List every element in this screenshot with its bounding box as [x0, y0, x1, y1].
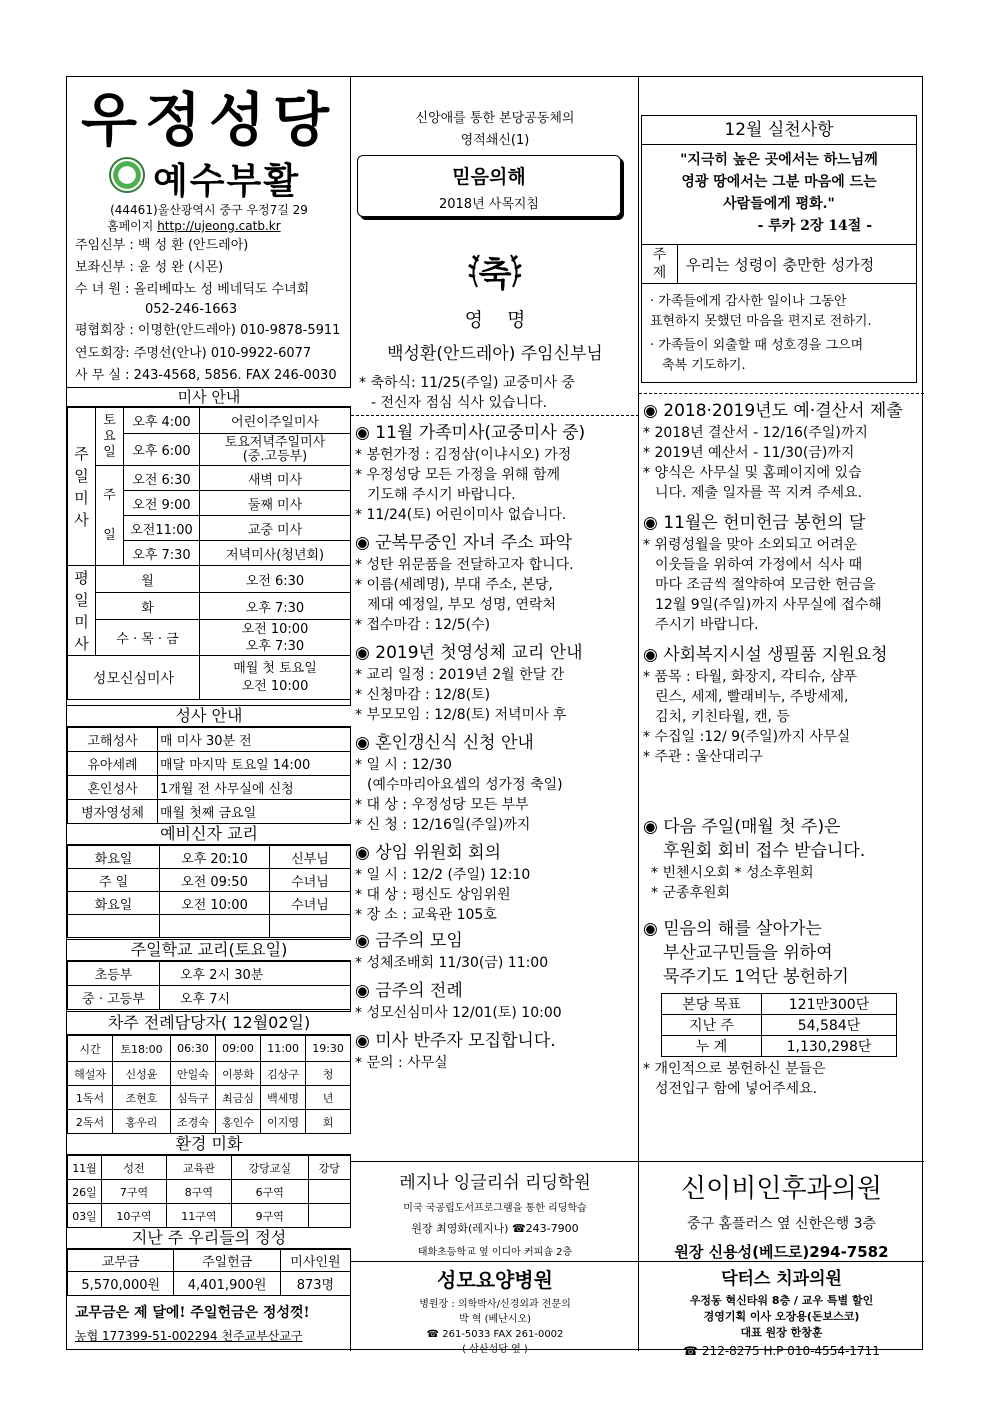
- ad-reading-academy: 레지나 잉글리쉬 리딩학원 미국 국공립도서프로그램을 통한 리딩학습 원장 최영화(레지나) ☎243-7900 태화초등학교 옆 이디아 커피숍 2층: [351, 1161, 639, 1239]
- homepage: 홈페이지 http://ujeong.catb.kr: [107, 219, 281, 233]
- bank-account: 농협 177399-51-002294 천주교부산교구: [75, 1329, 303, 1343]
- ad-dental-clinic: 닥터스 치과의원 우정동 혁신타워 8층 / 교우 특별 할인 경영기획 이사 오장용(돈보스코) 대표 원장 한창훈 ☎ 212-8275 H.P 010-4554-1711: [639, 1261, 924, 1351]
- bullet-icon: ◉: [355, 733, 376, 753]
- pastoral-theme: 신앙애를 통한 본당공동체의: [415, 111, 575, 126]
- address: (44461)울산광역시 중구 우정7길 29: [110, 203, 308, 217]
- table-row: 03일 10구역 11구역 9구역: [68, 1204, 351, 1228]
- announcement-section: ◉ 사회복지시설 생필품 지원요청 * 품목 : 타월, 화장지, 각티슈, 샴푸 린스, 세제, 빨래비누, 주방세제, 김치, 키친타월, 캔, 등 * 수집일 :12/ 9(주일)까지 사무실 * 주관 : 울산대리구: [643, 645, 888, 765]
- table-row: 26일 7구역 8구역 6구역: [68, 1180, 351, 1204]
- catechumen-title: 예비신자 교리: [67, 823, 351, 845]
- liturgy-title: 차주 전례담당자( 12월02일): [67, 1011, 351, 1035]
- feast-notes: * 축하식: 11/25(주일) 교중미사 중 - 전신자 점심 식사 있습니다.: [359, 375, 576, 411]
- practice-theme: 주제 우리는 성령이 충만한 성가정: [642, 244, 916, 284]
- bullet-icon: ◉: [643, 919, 658, 939]
- bullet-icon: ◉: [355, 981, 376, 1001]
- staff-row: 사 무 실 : 243-4568, 5856. FAX 246-0030: [75, 368, 337, 383]
- staff-row: 주임신부 : 백 성 환 (안드레아): [75, 238, 249, 253]
- cleaning-title: 환경 미화: [67, 1133, 351, 1155]
- right-column: [639, 77, 924, 1358]
- feast-title: 영 명: [464, 309, 526, 331]
- staff-row: 보좌신부 : 윤 성 완 (시몬): [75, 260, 224, 275]
- sacraments-table: 고해성사 매 미사 30분 전 유아세례 매달 마지막 토요일 14:00 혼인성사 1개월 전 사무실에 신청 병자영성체 매월 첫째 금요일: [67, 727, 351, 824]
- rosary-section: ◉ 믿음의 해를 살아가는 부산교구민들을 위하여 묵주기도 1억단 봉헌하기: [643, 919, 849, 987]
- announcement-section: ◉ 2019년 첫영성체 교리 안내 * 교리 일정 : 2019년 2월 한달 간 * 신청마감 : 12/8(토) * 부모모임 : 12/8(토) 저녁미사 후: [355, 643, 583, 723]
- catechumen-table: 화요일 오후 20:10 신부님 주 일 오전 09:50 수녀님 화요일 오전 10:00 수녀님: [67, 845, 351, 938]
- bullet-icon: ◉: [643, 645, 664, 665]
- bullet-icon: ◉: [643, 513, 664, 533]
- rosary-note: * 개인적으로 봉헌하신 분들은 성전입구 함에 넣어주세요.: [643, 1061, 826, 1097]
- ad-ent-clinic: 신이비인후과의원 중구 홈플러스 옆 신한은행 3층 원장 신용성(베드로)294-7582: [639, 1161, 924, 1261]
- offering-title: 지난 주 우리들의 정성: [67, 1227, 351, 1249]
- year-subtitle: 2018년 사목지침: [438, 197, 539, 212]
- table-row: 1독서 조현호 심득구 최금심 백세명 년: [68, 1086, 351, 1110]
- parish-title: 우정성당: [80, 86, 338, 154]
- bullet-icon: ◉: [643, 817, 658, 837]
- sunday-label: 주 일 미 사: [68, 408, 96, 566]
- practice-items: · 가족들에게 감사한 일이나 그동안 표현하지 못했던 마음을 편지로 전하기. · 가족들이 외출할 때 성호경을 그으며 축복 기도하기.: [650, 294, 872, 373]
- announcement-section: ◉ 2018·2019년도 예·결산서 제출 * 2018년 결산서 - 12/16(주일)까지 * 2019년 예산서 - 11/30(금)까지 * 양식은 사무실 및 홈페이지에 있습 니다. 제출 일자를 꼭 지켜 주세요.: [643, 401, 903, 501]
- practice-title: 12월 실천사항: [642, 116, 916, 145]
- table-row: 2독서 홍우리 조경숙 홍인수 이지영 회: [68, 1110, 351, 1134]
- offering-slogan: 교무금은 제 달에! 주일헌금은 정성껏!: [75, 1305, 310, 1321]
- right-announcements: [643, 399, 923, 767]
- announcement-section: ◉ 금주의 모임 * 성체조배회 11/30(금) 11:00: [355, 931, 549, 971]
- mass-table: 주 일 미 사 토 요 일 오후 4:00 어린이주일미사 오후 6:00 토요저녁주일미사 (중.고등부) 주 일 오전 6:30 새벽 미사 오전 9:00 둘째 미사 오전11:00 교중 미사 오후 7:30 저녁미사(청년회) 평 일 미 사 월 오전 6:30 화 오후 7:30 수 · 목 · 금 오전 10:00 오후 7:30 성모신심미사 매월 첫 토요일 오전 10:00: [67, 407, 351, 700]
- announcement-section: ◉ 금주의 전례 * 성모신심미사 12/01(토) 10:00: [355, 981, 562, 1021]
- sunday-school-title: 주일학교 교리(토요일): [67, 939, 351, 961]
- mass-title: 미사 안내: [67, 387, 351, 407]
- sacraments-title: 성사 안내: [67, 705, 351, 727]
- bulletin-page: [66, 76, 923, 1358]
- congrats-title: 축: [478, 255, 512, 295]
- staff-list: [75, 235, 347, 387]
- announcement-section: ◉ 상임 위원회 회의 * 일 시 : 12/2 (주일) 12:10 * 대 상 : 평신도 상임위원 * 장 소 : 교육관 105호: [355, 843, 531, 923]
- left-column: [67, 77, 351, 1351]
- weekday-label: 평 일 미 사: [68, 566, 96, 656]
- announcement-section: ◉ 혼인갱신식 신청 안내 * 일 시 : 12/30 (예수마리아요셉의 성가정 축일) * 대 상 : 우정성당 모든 부부 * 신 청 : 12/16일(주일)까지: [355, 733, 563, 833]
- pastoral-theme-2: 영적쇄신(1): [460, 133, 530, 148]
- offering-table: 교무금 주일헌금 미사인원 5,570,000원 4,401,900원 873명: [67, 1249, 351, 1296]
- support-section: ◉ 다음 주일(매월 첫 주)은 후원회 회비 접수 받습니다. * 빈첸시오회 * 성소후원회 * 군종후원회: [643, 817, 866, 901]
- announcement-section: ◉ 군복무중인 자녀 주소 파악 * 성탄 위문품을 전달하고자 합니다. * 이름(세례명), 부대 주소, 본당, 제대 예정일, 부모 성명, 연락처 * 접수마감 : 12/5(수): [355, 533, 574, 633]
- bullet-icon: ◉: [355, 643, 376, 663]
- staff-row: 연도회장: 주명선(안나) 010-9922-6077: [75, 346, 312, 361]
- middle-column: [351, 77, 639, 1355]
- homepage-link[interactable]: http://ujeong.catb.kr: [157, 219, 281, 233]
- middle-announcements: [355, 421, 637, 1073]
- staff-row: 수 녀 원 : 올리베따노 성 베네딕도 수녀회: [75, 282, 310, 297]
- rosary-table: 본당 목표 121만300단 지난 주 54,584단 누 계 1,130,298단: [661, 993, 897, 1057]
- table-row: 해설자 신성윤 안일숙 이봉화 김상구 청: [68, 1062, 351, 1086]
- practice-box: 12월 실천사항 "지극히 높은 곳에서는 하느님께 영광 땅에서는 그분 마음에 드는 사람들에게 평화." - 루카 2장 14절 - 주제 우리는 성령이 충만한 성가정 · 가족들에게 감사한 일이나 그동안 표현하지 못했던 마음을 편지로 전하기. · 가족들이 외출할 때 성호경을 그으며 축복 기도하기.: [641, 115, 917, 383]
- feast-person: 백성환(안드레아) 주임신부님: [387, 344, 603, 364]
- announcement-section: ◉ 미사 반주자 모집합니다. * 문의 : 사무실: [355, 1031, 556, 1071]
- bullet-icon: ◉: [355, 1031, 376, 1051]
- parish-logo-icon: [109, 157, 145, 193]
- cleaning-table: 11월 성전 교육관 강당교실 강당 26일 7구역 8구역 6구역 03일 10구역 11구역 9구역: [67, 1155, 351, 1228]
- liturgy-table: 시간 토18:00 06:30 09:00 11:00 19:30 해설자 신성윤 안일숙 이봉화 김상구 청 1독서 조현호 심득구 최금심 백세명 년 2독서 홍우리 조경숙 홍인수 이지영 회: [67, 1035, 351, 1134]
- announcement-section: ◉ 11월은 헌미헌금 봉헌의 달 * 위령성월을 맞아 소외되고 어려운 이웃들을 위하여 가정에서 식사 때 마다 조금씩 절약하여 모금한 헌금을 12월 9일(주일)까지 사무실에 접수해 주시기 바랍니다.: [643, 513, 882, 633]
- year-title: 믿음의해: [452, 166, 526, 188]
- sunday-school-table: 초등부 오후 2시 30분 중 · 고등부 오후 7시: [67, 961, 351, 1010]
- staff-row: 평협회장 : 이명한(안드레아) 010-9878-5911: [75, 323, 341, 338]
- bullet-icon: ◉: [355, 843, 376, 863]
- bullet-icon: ◉: [355, 533, 376, 553]
- staff-row: 052-246-1663: [145, 302, 238, 317]
- year-theme-box: [357, 155, 621, 217]
- ad-hospital: 성모요양병원 병원장 : 의학박사/신경외과 전문의 박 혁 (베난시오) ☎ 261-5033 FAX 261-0002 ( 삼산성당 옆 ): [351, 1261, 639, 1351]
- bullet-icon: ◉: [355, 931, 376, 951]
- bullet-icon: ◉: [355, 423, 376, 443]
- announcement-section: ◉ 11월 가족미사(교중미사 중) * 봉헌가정 : 김정삼(이냐시오) 가정 * 우정성당 모든 가정을 위해 함께 기도해 주시기 바랍니다. * 11/24(토) 어린이미사 없습니다.: [355, 423, 586, 523]
- bullet-icon: ◉: [643, 401, 664, 421]
- logo-text: 예수부활: [153, 160, 301, 202]
